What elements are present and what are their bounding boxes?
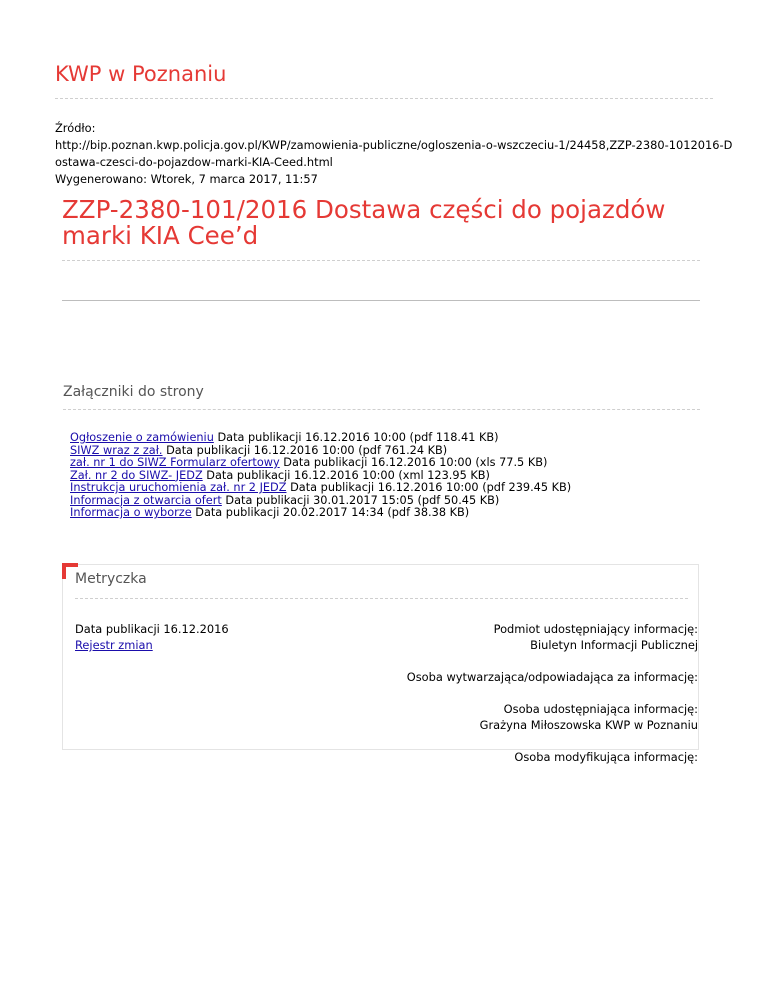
producer-label: Osoba wytwarzająca/odpowiadająca za informację: (406, 670, 698, 684)
metryczka-title: Metryczka (75, 571, 147, 587)
producer-group (238, 669, 698, 685)
attachment-link[interactable]: Instrukcja uruchomienia zał. nr 2 JEDZ (70, 481, 287, 494)
attachment-meta: Data publikacji 16.12.2016 10:00 (pdf 118.41 KB) (213, 431, 499, 444)
attachment-meta: Data publikacji 20.02.2017 14:34 (pdf 38.38 KB) (191, 506, 470, 519)
generated-timestamp: Wygenerowano: Wtorek, 7 marca 2017, 11:57 (55, 172, 318, 186)
site-title: KWP w Poznaniu (55, 62, 227, 86)
attachment-meta: Data publikacji 16.12.2016 10:00 (pdf 761.24 KB) (162, 443, 448, 457)
publish-date: Data publikacji 16.12.2016 (75, 622, 229, 636)
change-register-link[interactable]: Rejestr zmian (75, 638, 153, 652)
source-url-line-2: ostawa-czesci-do-pojazdow-marki-KIA-Ceed.html (55, 155, 333, 169)
provider-value: Biuletyn Informacji Publicznej (530, 638, 698, 652)
attachment-link[interactable]: Zał. nr 2 do SIWZ- JEDZ (70, 468, 203, 482)
metryczka-left (75, 621, 229, 653)
attachment-meta: Data publikacji 16.12.2016 10:00 (xml 123.95 KB) (202, 468, 490, 482)
source-label: Źródło: (55, 121, 96, 135)
modifier-group (238, 749, 698, 765)
attachment-meta: Data publikacji 16.12.2016 10:00 (xls 77.5 KB) (279, 456, 548, 469)
provider-group (238, 621, 698, 653)
sharer-value: Grażyna Miłoszowska KWP w Poznaniu (479, 718, 698, 732)
title-divider (62, 260, 700, 261)
attachment-link[interactable]: Informacja z otwarcia ofert (70, 493, 222, 507)
sharer-label: Osoba udostępniająca informację: (503, 702, 698, 716)
attachment-meta: Data publikacji 16.12.2016 10:00 (pdf 239.45 KB) (286, 481, 572, 494)
attachment-link[interactable]: Informacja o wyborze (70, 506, 192, 519)
metryczka-right (238, 621, 698, 781)
provider-label: Podmiot udostępniający informację: (493, 622, 698, 636)
attachments-title: Załączniki do strony (63, 384, 204, 400)
attachment-link[interactable]: SIWZ wraz z zał. (70, 443, 163, 457)
attachment-link[interactable]: zał. nr 1 do SIWZ Formularz ofertowy (70, 456, 280, 469)
attachments-list (70, 432, 700, 520)
page-title: ZZP-2380-101/2016 Dostawa części do pojazdów marki KIA Cee’d (62, 195, 666, 250)
modifier-label: Osoba modyfikująca informację: (514, 750, 698, 764)
content-rule (62, 300, 700, 301)
attachment-item (70, 507, 700, 520)
attachment-meta: Data publikacji 30.01.2017 15:05 (pdf 50.45 KB) (221, 493, 500, 507)
header-divider (55, 98, 713, 99)
source-block (55, 120, 733, 188)
attachment-link[interactable]: Ogłoszenie o zamówieniu (70, 431, 214, 444)
sharer-group (238, 701, 698, 733)
attachments-divider (63, 409, 700, 410)
source-url-line-1: http://bip.poznan.kwp.policja.gov.pl/KWP/zamowienia-publiczne/ogloszenia-o-wszczeciu-1/24458,ZZP-2380-1012016-D (55, 138, 733, 152)
metryczka-divider (75, 598, 688, 599)
